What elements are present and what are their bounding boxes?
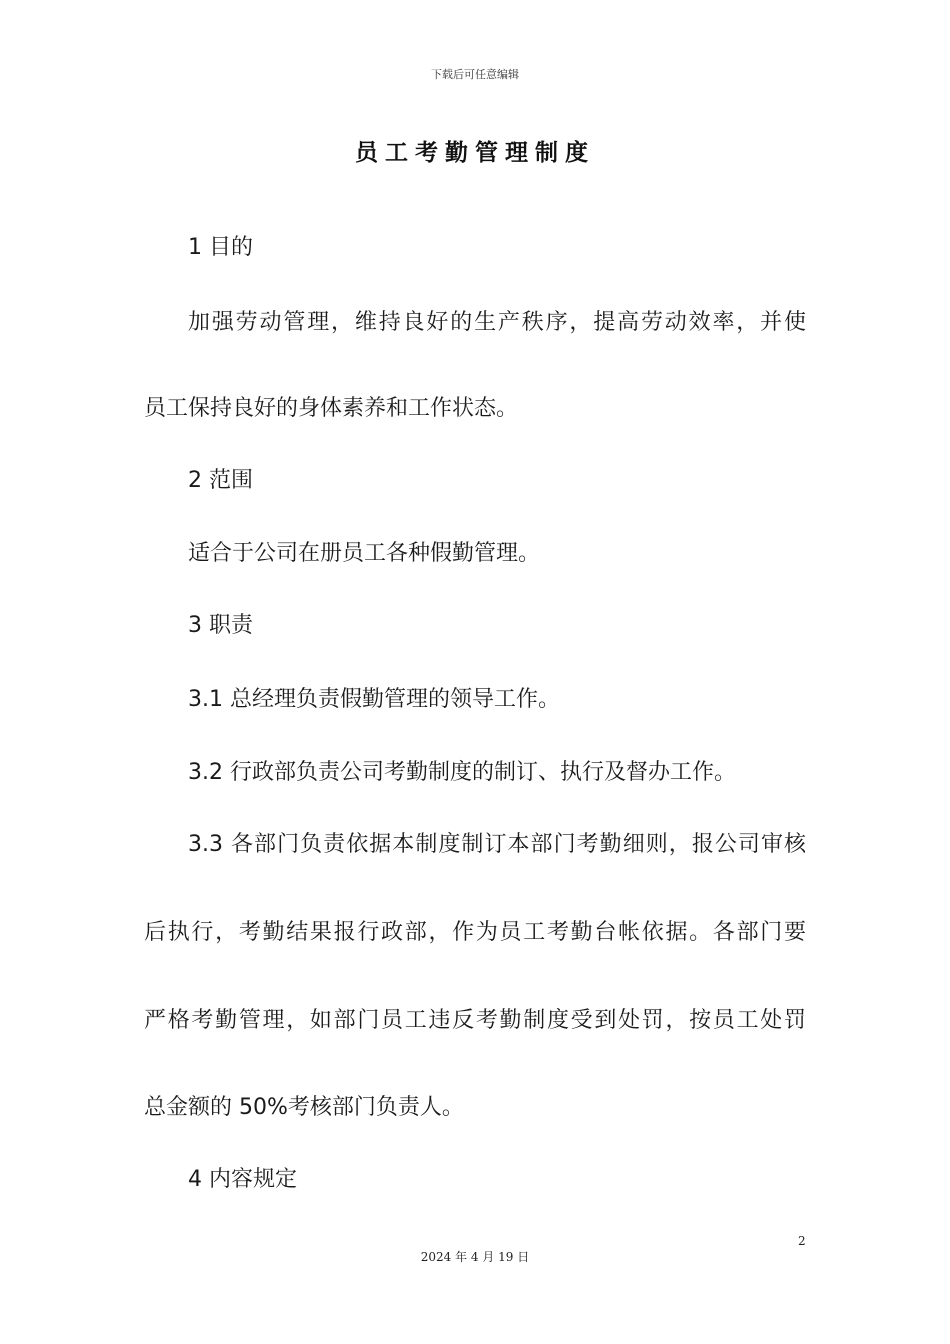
section-heading-purpose: 1 目的	[188, 235, 253, 260]
paragraph-line: 3.1 总经理负责假勤管理的领导工作。	[188, 687, 560, 712]
paragraph-line: 3.3 各部门负责依据本制度制订本部门考勤细则，报公司审核	[188, 832, 806, 857]
page-number: 2	[798, 1234, 806, 1248]
section-heading-scope: 2 范围	[188, 468, 253, 493]
paragraph-line: 3.2 行政部负责公司考勤制度的制订、执行及督办工作。	[188, 760, 736, 785]
paragraph-line: 总金额的 50%考核部门负责人。	[144, 1095, 464, 1120]
footer-date: 2024 年 4 月 19 日	[420, 1250, 530, 1264]
document-title: 员工考勤管理制度	[355, 140, 595, 166]
paragraph-line: 员工保持良好的身体素养和工作状态。	[144, 396, 519, 421]
section-heading-content: 4 内容规定	[188, 1167, 297, 1192]
paragraph-line: 加强劳动管理，维持良好的生产秩序，提高劳动效率，并使	[188, 310, 806, 335]
paragraph-line: 适合于公司在册员工各种假勤管理。	[188, 541, 541, 566]
section-heading-duties: 3 职责	[188, 613, 253, 638]
paragraph-line: 严格考勤管理，如部门员工违反考勤制度受到处罚，按员工处罚	[144, 1008, 806, 1033]
header-note: 下载后可任意编辑	[431, 68, 519, 81]
paragraph-line: 后执行，考勤结果报行政部，作为员工考勤台帐依据。各部门要	[144, 920, 806, 945]
